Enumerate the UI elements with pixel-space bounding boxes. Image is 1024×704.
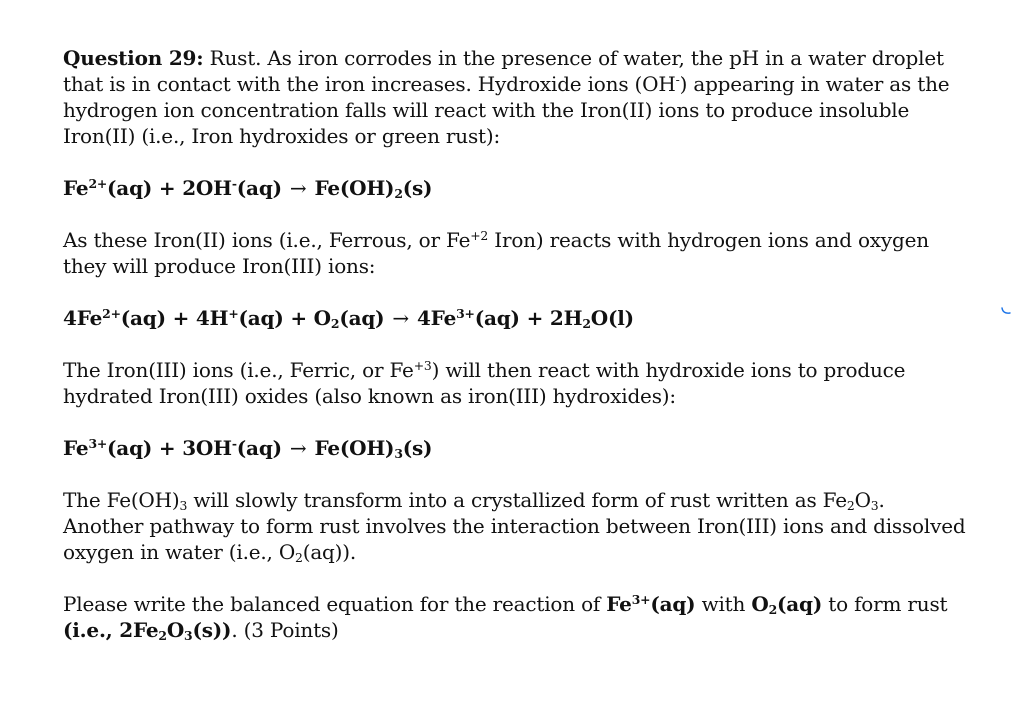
question-prompt: Please write the balanced equation for the reaction of $Fe^{3+}(aq)$ with $O_2(aq)$ to form rust (i.e., $2Fe_2O_3(s)$). (3 Points) <box>63 592 948 644</box>
intro-text-continued: ) appearing in water as the hydrogen ion concentration falls will react with the Iron(II) ions to produce insoluble Iron(II) (i.e., Iron hydroxides or green rust): <box>63 72 950 148</box>
reactant-ferric: $Fe^{3+}(aq)$ <box>606 592 696 616</box>
reaction-arrow: → <box>289 436 307 460</box>
question-number: Question 29: <box>63 46 204 70</box>
question-intro-paragraph <box>63 45 968 149</box>
paragraph-ferrous: As these Iron(II) ions (i.e., Ferrous, or $Fe^{+2}$ Iron) reacts with hydrogen ions and oxygen they will produce Iron(III) ions: <box>63 228 929 278</box>
margin-mark-icon <box>1000 306 1012 316</box>
question-document <box>63 45 968 669</box>
reaction-arrow: → <box>392 306 409 330</box>
equation-iron-ii-hydroxide: $Fe^{2+}(aq) + 2OH^-(aq) \to Fe(OH)_2(s)$ <box>63 176 433 202</box>
equation-iron-iii-hydroxide: $Fe^{3+}(aq) + 3OH^-(aq) \to Fe(OH)_3(s)$ <box>63 436 433 462</box>
hydroxide-charge: - <box>675 72 680 88</box>
equation-iron-iii-formation: $4Fe^{2+}(aq) + 4H^+(aq) + O_2(aq) \to 4Fe^{3+}(aq) + 2H_2O(l)$ <box>63 306 634 332</box>
paragraph-rust-transform: The $Fe(OH)_3$ will slowly transform into a crystallized form of rust written as $Fe_2O_3$. Another pathway to form rust involves the interaction between Iron(III) ions and dissolved oxygen in water (i.e., $O_2(aq)$). <box>63 488 966 566</box>
intro-text: Rust. As iron corrodes in the presence of water, the pH in a water droplet that is in contact with the iron increases. Hydroxide ions (OH <box>63 46 944 96</box>
reactant-oxygen: $O_2(aq)$ <box>751 592 823 618</box>
product-rust: (i.e., $2Fe_2O_3(s)$) <box>63 618 232 644</box>
reaction-arrow: → <box>289 176 307 200</box>
paragraph-ferric: The Iron(III) ions (i.e., Ferric, or $Fe^{+3}$) will then react with hydroxide ions to produce hydrated Iron(III) oxides (also known as iron(III) hydroxides): <box>63 358 906 408</box>
